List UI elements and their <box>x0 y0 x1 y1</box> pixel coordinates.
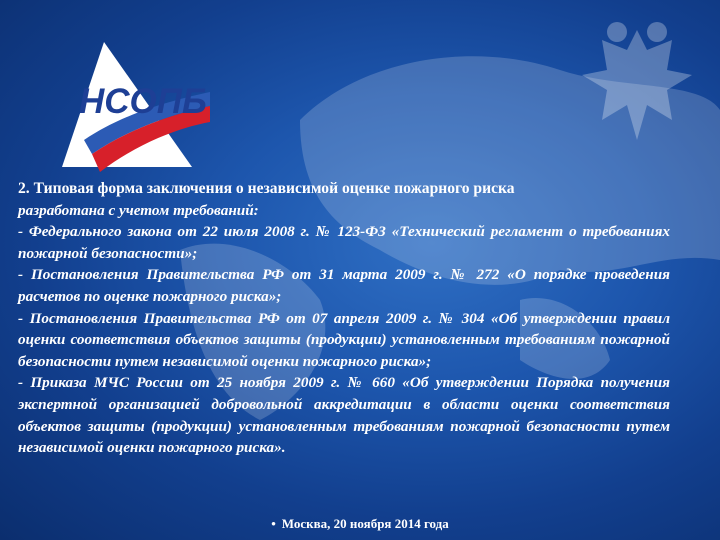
document-body <box>18 178 670 459</box>
document-title: 2. Типовая форма заключения о независимой оценке пожарного риска <box>18 180 515 197</box>
footer-text: Москва, 20 ноября 2014 года <box>281 516 449 531</box>
double-headed-eagle-icon <box>572 10 702 150</box>
intro-paragraph: разработана с учетом требований: <box>18 201 259 219</box>
requirement-order-660: - Приказа МЧС России от 25 ноября 2009 г. № 660 «Об утверждении Порядка получения экспертной организацией добровольной аккредитации в области оценки соответствия объектов защиты (продукции) установленным требованиям пожарной безопасности путем независимой оценки пожарного риска». <box>18 374 670 457</box>
footer <box>0 516 720 532</box>
logo-text: НСОПБ <box>79 82 207 121</box>
bullet-icon: • <box>271 516 276 531</box>
requirement-resolution-272: - Постановления Правительства РФ от 31 марта 2009 г. № 272 «О порядке проведения расчетов по оценке пожарного риска»; <box>18 266 670 305</box>
requirement-federal-law: - Федерального закона от 22 июля 2008 г. № 123-ФЗ «Технический регламент о требованиях пожарной безопасности»; <box>18 223 670 262</box>
requirement-resolution-304: - Постановления Правительства РФ от 07 апреля 2009 г. № 304 «Об утверждении правил оценки соответствия объектов защиты (продукции) установленным требованиям пожарной безопасности путем независимой оценки пожарного риска»; <box>18 309 670 370</box>
